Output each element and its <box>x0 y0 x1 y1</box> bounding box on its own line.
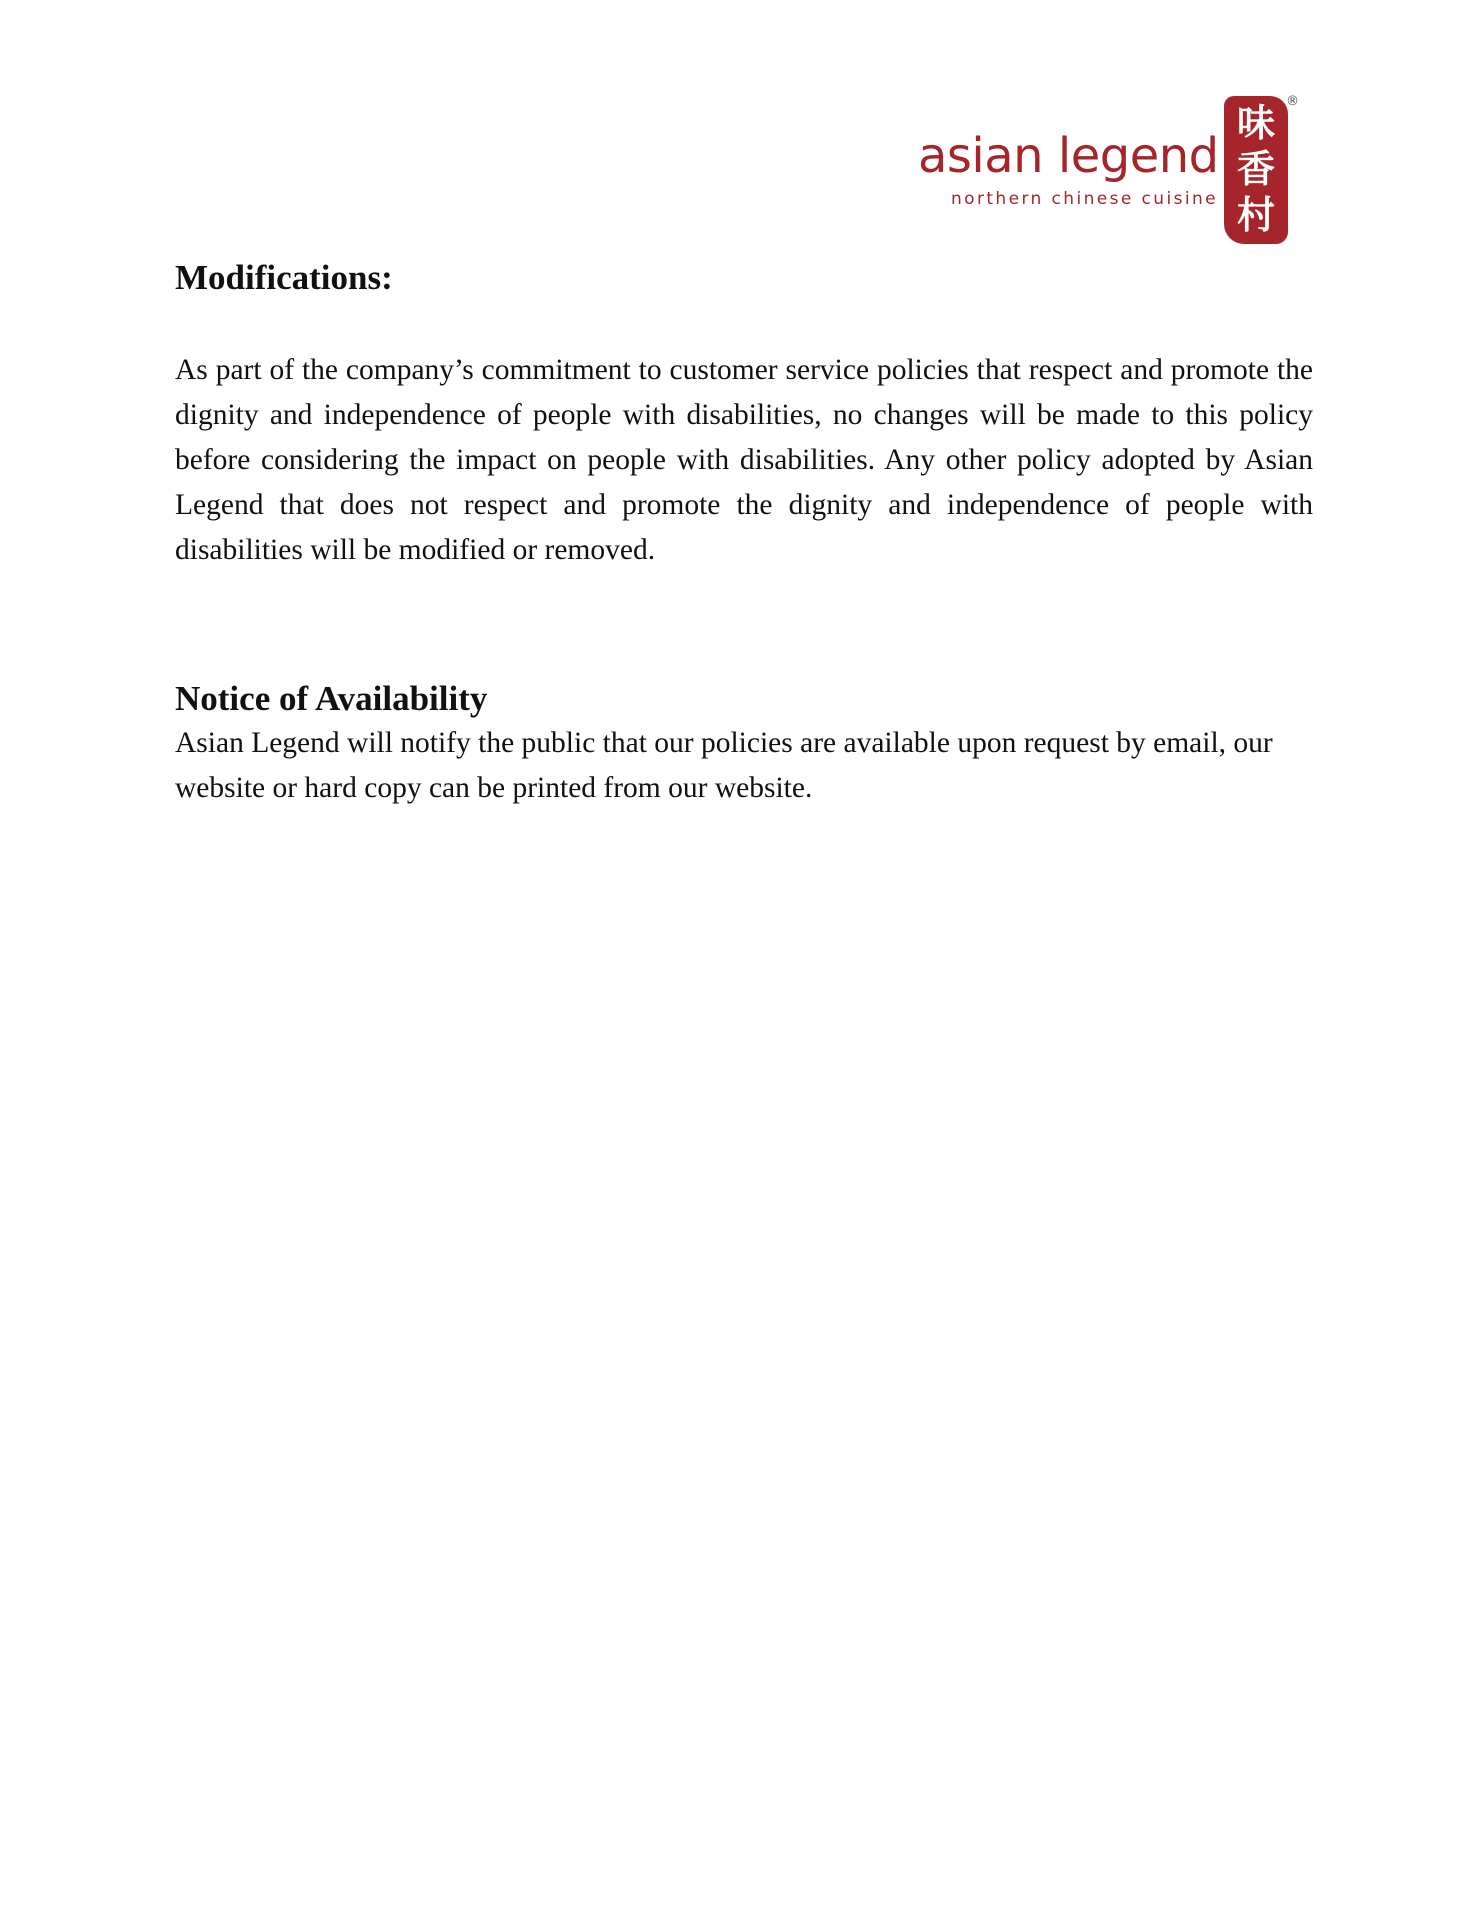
logo-seal <box>1224 96 1288 244</box>
seal-character: 味 <box>1236 101 1275 145</box>
section-body-modifications: As part of the company’s commitment to customer service policies that respect and promote the dignity and independence of people with disabilities, no changes will be made to this policy before considering the impact on people with disabilities. Any other policy adopted by Asian Legend that does not respect and promote the dignity and independence of people with disabilities will be modified or removed. <box>175 354 1313 566</box>
seal-character: 香 <box>1236 147 1275 191</box>
logo-tagline: northern chinese cuisine <box>951 189 1218 209</box>
document-body <box>175 256 1313 811</box>
registered-mark: ® <box>1286 94 1299 109</box>
section-heading-modifications: Modifications: <box>175 258 393 297</box>
logo-wordmark: asian legend <box>918 128 1219 184</box>
section-heading-notice-of-availability: Notice of Availability <box>175 679 488 718</box>
company-logo <box>918 96 1302 246</box>
seal-character: 村 <box>1236 193 1275 237</box>
section-body-notice-of-availability: Asian Legend will notify the public that our policies are available upon request by email, our website or hard copy can be printed from our website. <box>175 727 1273 804</box>
